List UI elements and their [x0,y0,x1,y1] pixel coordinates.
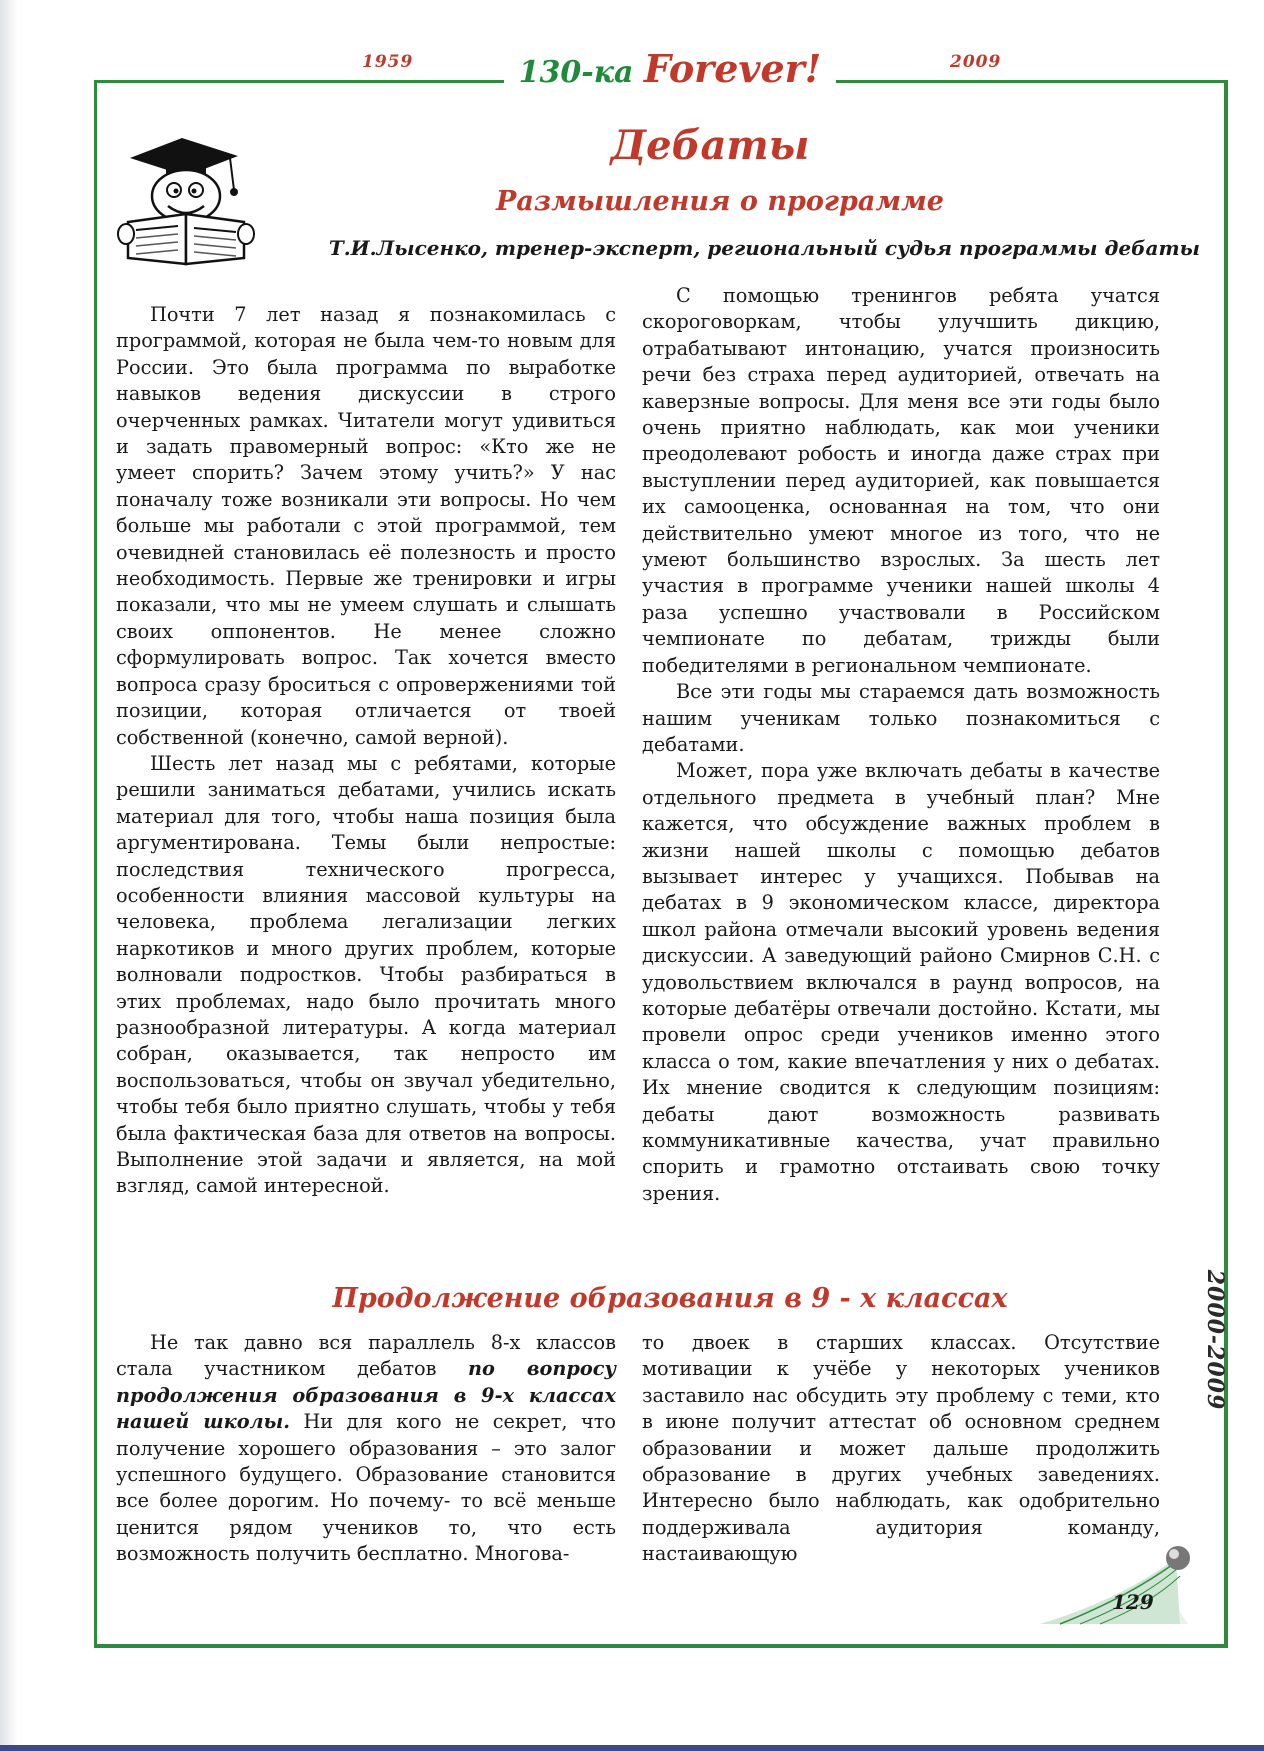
section2-title: Продолжение образования в 9 - х классах [332,1283,1008,1314]
article-title: Дебаты [610,122,810,169]
paragraph: Может, пора уже включать дебаты в качестве отдельного предмета в учебный план? Мне кажется, что обсуждение важных проблем в жизни нашей школы с помощью дебатов вызывает интерес у учащихся. Побывав на дебатах в 9 экономическом классе, директора школ района отмечали высокий уровень ведения дискуссии. А заведующий районо Смирнов С.Н. с удовольствием включался в раунд вопросов, на которые дебатёры отвечали достойно. Кстати, мы провели опрос среди учеников именно этого класса о том, какие впечатления у них о дебатах. Их мнение сводится к следующим позициям: дебаты дают возможность развивать коммуникативные качества, учат правильно спорить и грамотно отстаивать свою точку зрения. [642,759,1160,1205]
paragraph: Шесть лет назад мы с ребятами, которые решили заниматься дебатами, учились искать материал для того, чтобы наша позиция была аргументирована. Темы были непростые: последствия технического прогресса, особенности влияния массовой культуры на человека, проблема легализации легких наркотиков и много других проблем, которые волновали подростков. Чтобы разбираться в этих проблемах, надо было прочитать много разнообразной литературы. А когда материал собран, оказывается, так непросто им воспользоваться, чтобы он звучал убедительно, чтобы тебя было приятно слушать, чтобы у тебя была фактическая база для ответов на вопросы. Выполнение этой задачи и является, на мой взгляд, самой интересной. [116,751,616,1198]
article-column-1 [116,302,616,1200]
article-column-2 [642,283,1160,1207]
header-title-part2: Forever! [643,46,822,91]
section2-column-2 [642,1330,1160,1568]
paragraph: то двоек в старших классах. Отсутствие мотивации к учёбе у некоторых учеников заставило нас обсудить эту проблему с теми, кто в июне получит аттестат об основном среднем образовании и может дальше продолжить образование в других учебных заведениях. Интересно было наблюдать, как одобрительно поддерживала аудитория команду, настаивающую [642,1331,1160,1566]
emphasis-text: по вопросу продолжения образования в 9-х классах нашей школы. [116,1357,616,1434]
side-years [1198,1270,1232,1410]
text-run: Не так давно вся параллель 8-х классов стала участником дебатов [116,1331,616,1381]
scan-edge-shadow [0,0,18,1751]
text-run: Ни для кого не секрет, что получение хорошего образования – это залог успешного будущего. Образование становится все более дорогим. Но почему- то всё меньше ценится рядом учеников то, что есть возможность получить бесплатно. Многова- [116,1410,616,1566]
page-number: 129 [1112,1590,1154,1614]
paragraph: Почти 7 лет назад я познакомилась с программой, которая не была чем-то новым для России. Это была программа по выработке навыков ведения дискуссии в строго очерченных рамках. Читатели могут удивиться и задать правомерный вопрос: «Кто же не умеет спорить? Зачем этому учить?» У нас поначалу тоже возникали эти вопросы. Но чем больше мы работали с этой программой, тем очевидней становилась её полезность и просто необходимость. Первые же тренировки и игры показали, что мы не умеем слушать и слышать своих оппонентов. Не менее сложно сформулировать вопрос. Так хочется вместо вопроса сразу броситься с опровержениями той позиции, которая отличается от твоей собственной (конечно, самой верной). [116,303,616,749]
article-subtitle: Размышления о программе [496,186,944,217]
header-year-left: 1959 [362,52,414,72]
bottom-strip [0,1745,1264,1751]
paragraph: Все эти годы мы стараемся дать возможность нашим ученикам только познакомиться с дебатами. [642,680,1160,756]
graduate-mascot-icon [110,130,270,270]
paragraph: С помощью тренингов ребята учатся скороговоркам, чтобы улучшить дикцию, отрабатывают интонацию, учатся произносить речи без страха перед аудиторией, отвечать на каверзные вопросы. Для меня все эти годы было очень приятно наблюдать, как мои ученики преодолевают робость и иногда даже страх при выступлении перед аудиторией, как повышается их самооценка, основанная на том, что они действительно умеют многое из того, что не умеют большинство взрослых. За шесть лет участия в программе ученики нашей школы 4 раза успешно участвовали в Российском чемпионате по дебатам, трижды были победителями в региональном чемпионате. [642,284,1160,677]
section2-column-1 [116,1330,616,1568]
header-year-right: 2009 [950,52,1002,72]
side-years-label: 2000-2009 [1202,1269,1228,1411]
paragraph [116,1330,616,1568]
header-title-part1: 130-ка [518,55,644,90]
article-author: Т.И.Лысенко, тренер-эксперт, региональный судья программы дебаты [328,236,1200,260]
page-curl-icon [1000,1538,1190,1630]
